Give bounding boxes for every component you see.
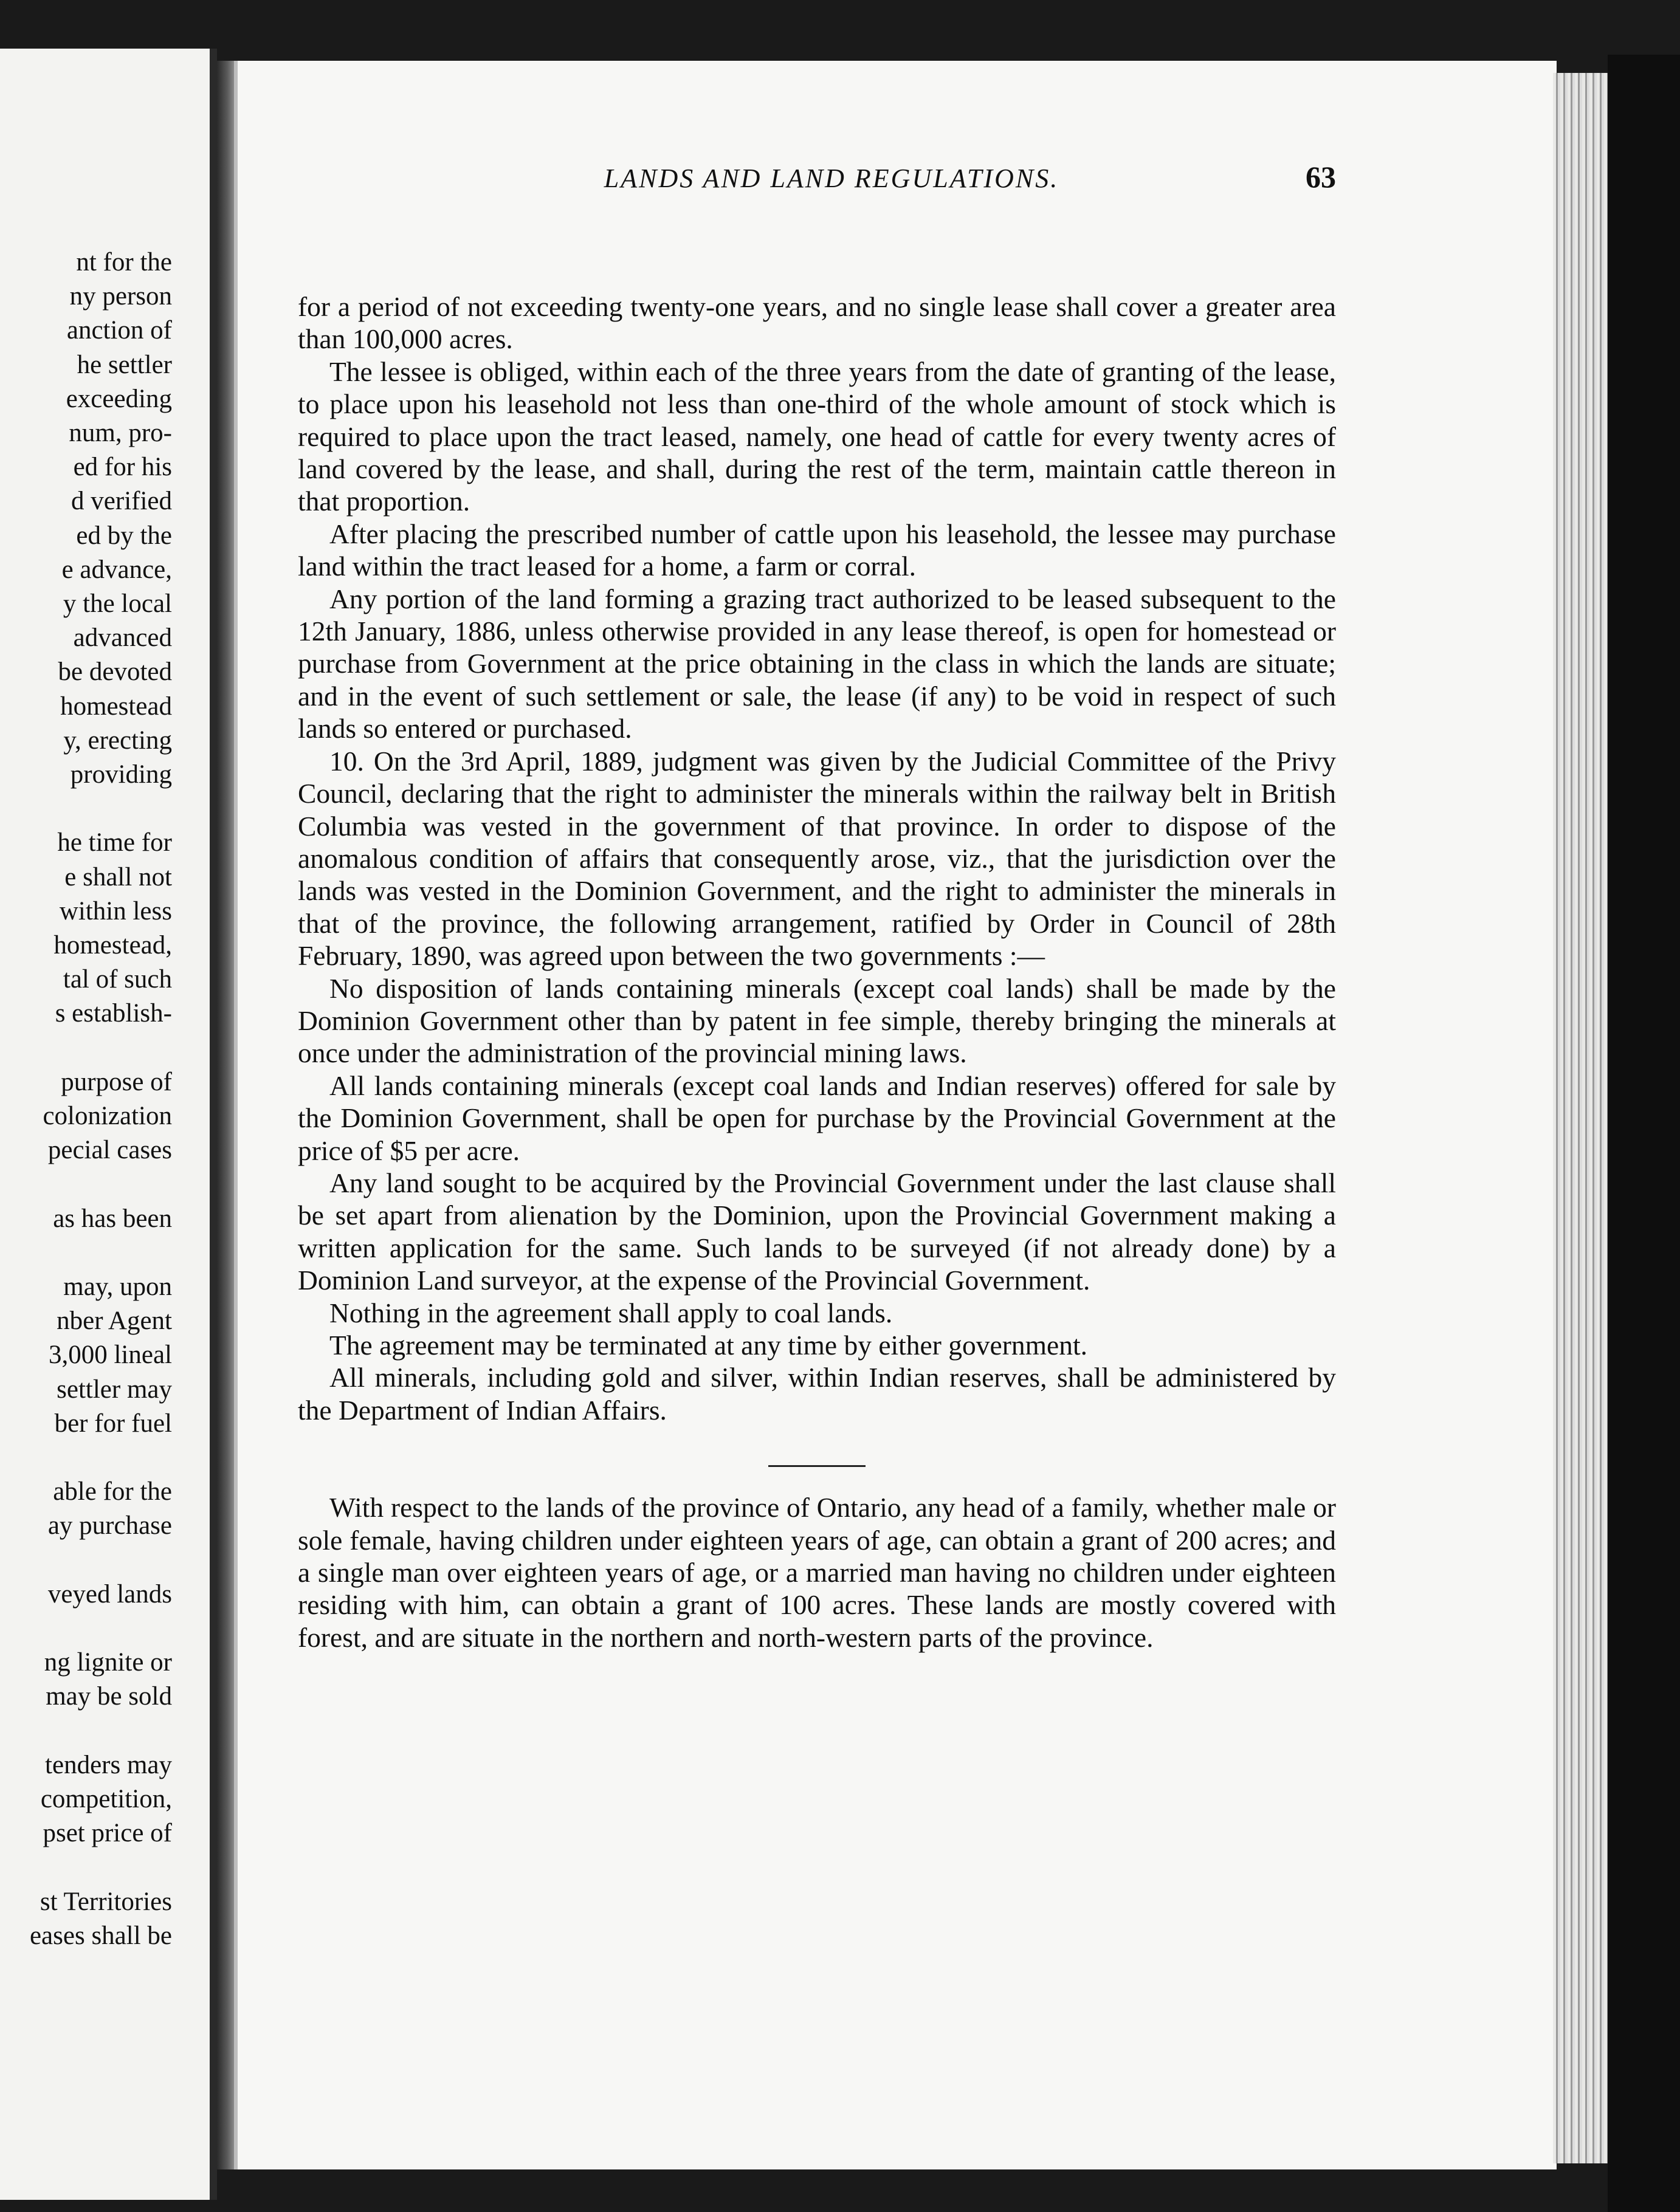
left-page-line: he settler: [77, 350, 172, 379]
left-page-line: num, pro-: [69, 419, 172, 447]
left-page-line: eases shall be: [29, 1921, 172, 1950]
left-page-line: ber for fuel: [54, 1409, 172, 1438]
left-page-line: ny person: [69, 282, 172, 311]
body-text: [298, 290, 1336, 1654]
paragraph: Any portion of the land forming a grazing tract authorized to be leased subsequent to the 12th January, 1886, unless otherwise provided in any lease thereof, is open for homestead or purchase from Government at the price obtaining in the class in which the lands are situate; and in the event of such settlement or sale, the lease (if any) to be void in respect of such lands so entered or purchased.: [298, 583, 1336, 744]
left-page-line: d verified: [71, 487, 172, 516]
left-page-line: purpose of: [61, 1067, 172, 1096]
left-page-line: ed for his: [73, 453, 172, 482]
background-shadow: [1608, 55, 1680, 2212]
left-page-line: y, erecting: [63, 726, 172, 755]
paragraph: The agreement may be terminated at any time by either government.: [329, 1330, 1087, 1361]
left-page-line: e advance,: [61, 555, 172, 584]
paragraph: for a period of not exceeding twenty-one years, and no single lease shall cover a greater area than 100,000 acres.: [298, 291, 1336, 355]
paragraph: All lands containing minerals (except coal lands and Indian reserves) offered for sale by the Dominion Government, shall be open for purchase by the Provincial Government at the price of $5 per acre.: [298, 1070, 1336, 1166]
paragraph: 10. On the 3rd April, 1889, judgment was given by the Judicial Committee of the Privy Council, declaring that the right to administer the minerals within the railway belt in British Columbia was vested in the government of that province. In order to dispose of the anomalous condition of affairs that consequently arose, viz., that the jurisdiction over the lands was vested in the Dominion Government, and the right to administer the minerals in that of the province, the following arrangement, ratified by Order in Council of 28th February, 1890, was agreed upon between the two governments :—: [298, 745, 1336, 972]
left-page-line: exceeding: [66, 384, 172, 413]
left-page-line: ed by the: [76, 521, 172, 550]
left-page-line: homestead: [60, 692, 172, 721]
left-page-line: tenders may: [45, 1750, 172, 1779]
left-page-line: 3,000 lineal: [48, 1341, 172, 1370]
left-page-line: settler may: [57, 1375, 172, 1404]
left-page-line: s establish-: [55, 999, 172, 1028]
left-page-line: anction of: [66, 316, 172, 345]
paragraph: With respect to the lands of the province of Ontario, any head of a family, whether male or sole female, having children under eighteen years of age, can obtain a grant of 200 acres; and a single man over eighteen years of age, or a married man having no children under eighteen residing with him, can obtain a grant of 100 acres. These lands are mostly covered with forest, and are situate in the northern and north-western parts of the province.: [298, 1492, 1336, 1653]
left-page-line: providing: [70, 760, 172, 789]
left-page: [0, 49, 217, 2200]
left-page-line: able for the: [53, 1477, 172, 1506]
left-page-line: pset price of: [43, 1819, 172, 1848]
left-page-line: e shall not: [64, 862, 172, 891]
book-gutter: [217, 61, 234, 2169]
left-page-line: competition,: [40, 1785, 172, 1813]
left-page-line: he time for: [57, 828, 172, 857]
left-page-line: may be sold: [46, 1682, 172, 1711]
left-page-line: pecial cases: [47, 1136, 172, 1165]
paragraph: After placing the prescribed number of cattle upon his leasehold, the lessee may purchase land within the tract leased for a home, a farm or corral.: [298, 518, 1336, 582]
paragraph: All minerals, including gold and silver, within Indian reserves, shall be administered by the Department of Indian Affairs.: [298, 1362, 1336, 1426]
left-page-line: tal of such: [63, 965, 172, 994]
page-edges: [1553, 73, 1608, 2163]
left-page-line: within less: [59, 896, 172, 926]
left-page-line: ay purchase: [47, 1511, 172, 1540]
left-page-line: advanced: [73, 623, 172, 653]
left-page-line: nt for the: [76, 248, 172, 276]
paragraph: The lessee is obliged, within each of the three years from the date of granting of the lease, to place upon his leasehold not less than one-third of the whole amount of stock which is required to place upon the tract leased, namely, one head of cattle for every twenty acres of land covered by the lease, and shall, during the rest of the term, maintain cattle thereon in that proportion.: [298, 355, 1336, 517]
left-page-line: st Territories: [40, 1887, 172, 1916]
page-number: 63: [1306, 160, 1336, 194]
paragraph: No disposition of lands containing minerals (except coal lands) shall be made by the Dominion Government other than by patent in fee simple, thereby bringing the minerals at once under the administration of the provincial mining laws.: [298, 972, 1336, 1069]
left-page-line: y the local: [63, 589, 172, 618]
left-page-line: may, upon: [63, 1273, 172, 1301]
left-page-line: colonization: [43, 1102, 172, 1130]
left-page-line: nber Agent: [57, 1307, 172, 1336]
paragraph: Nothing in the agreement shall apply to coal lands.: [329, 1297, 893, 1328]
paragraph: Any land sought to be acquired by the Provincial Government under the last clause shall be set apart from alienation by the Dominion, upon the Provincial Government making a written application for the same. Such lands to be surveyed (if not already done) by a Dominion Land surveyor, at the expense of the Provincial Government.: [298, 1167, 1336, 1296]
left-page-line: homestead,: [53, 931, 172, 960]
left-page-line: veyed lands: [47, 1579, 172, 1609]
running-head: LANDS AND LAND REGULATIONS.: [604, 163, 1059, 193]
left-page-line: as has been: [53, 1204, 172, 1233]
left-page-line: be devoted: [58, 658, 172, 687]
left-page-line: ng lignite or: [44, 1648, 172, 1677]
section-divider: [768, 1465, 866, 1467]
